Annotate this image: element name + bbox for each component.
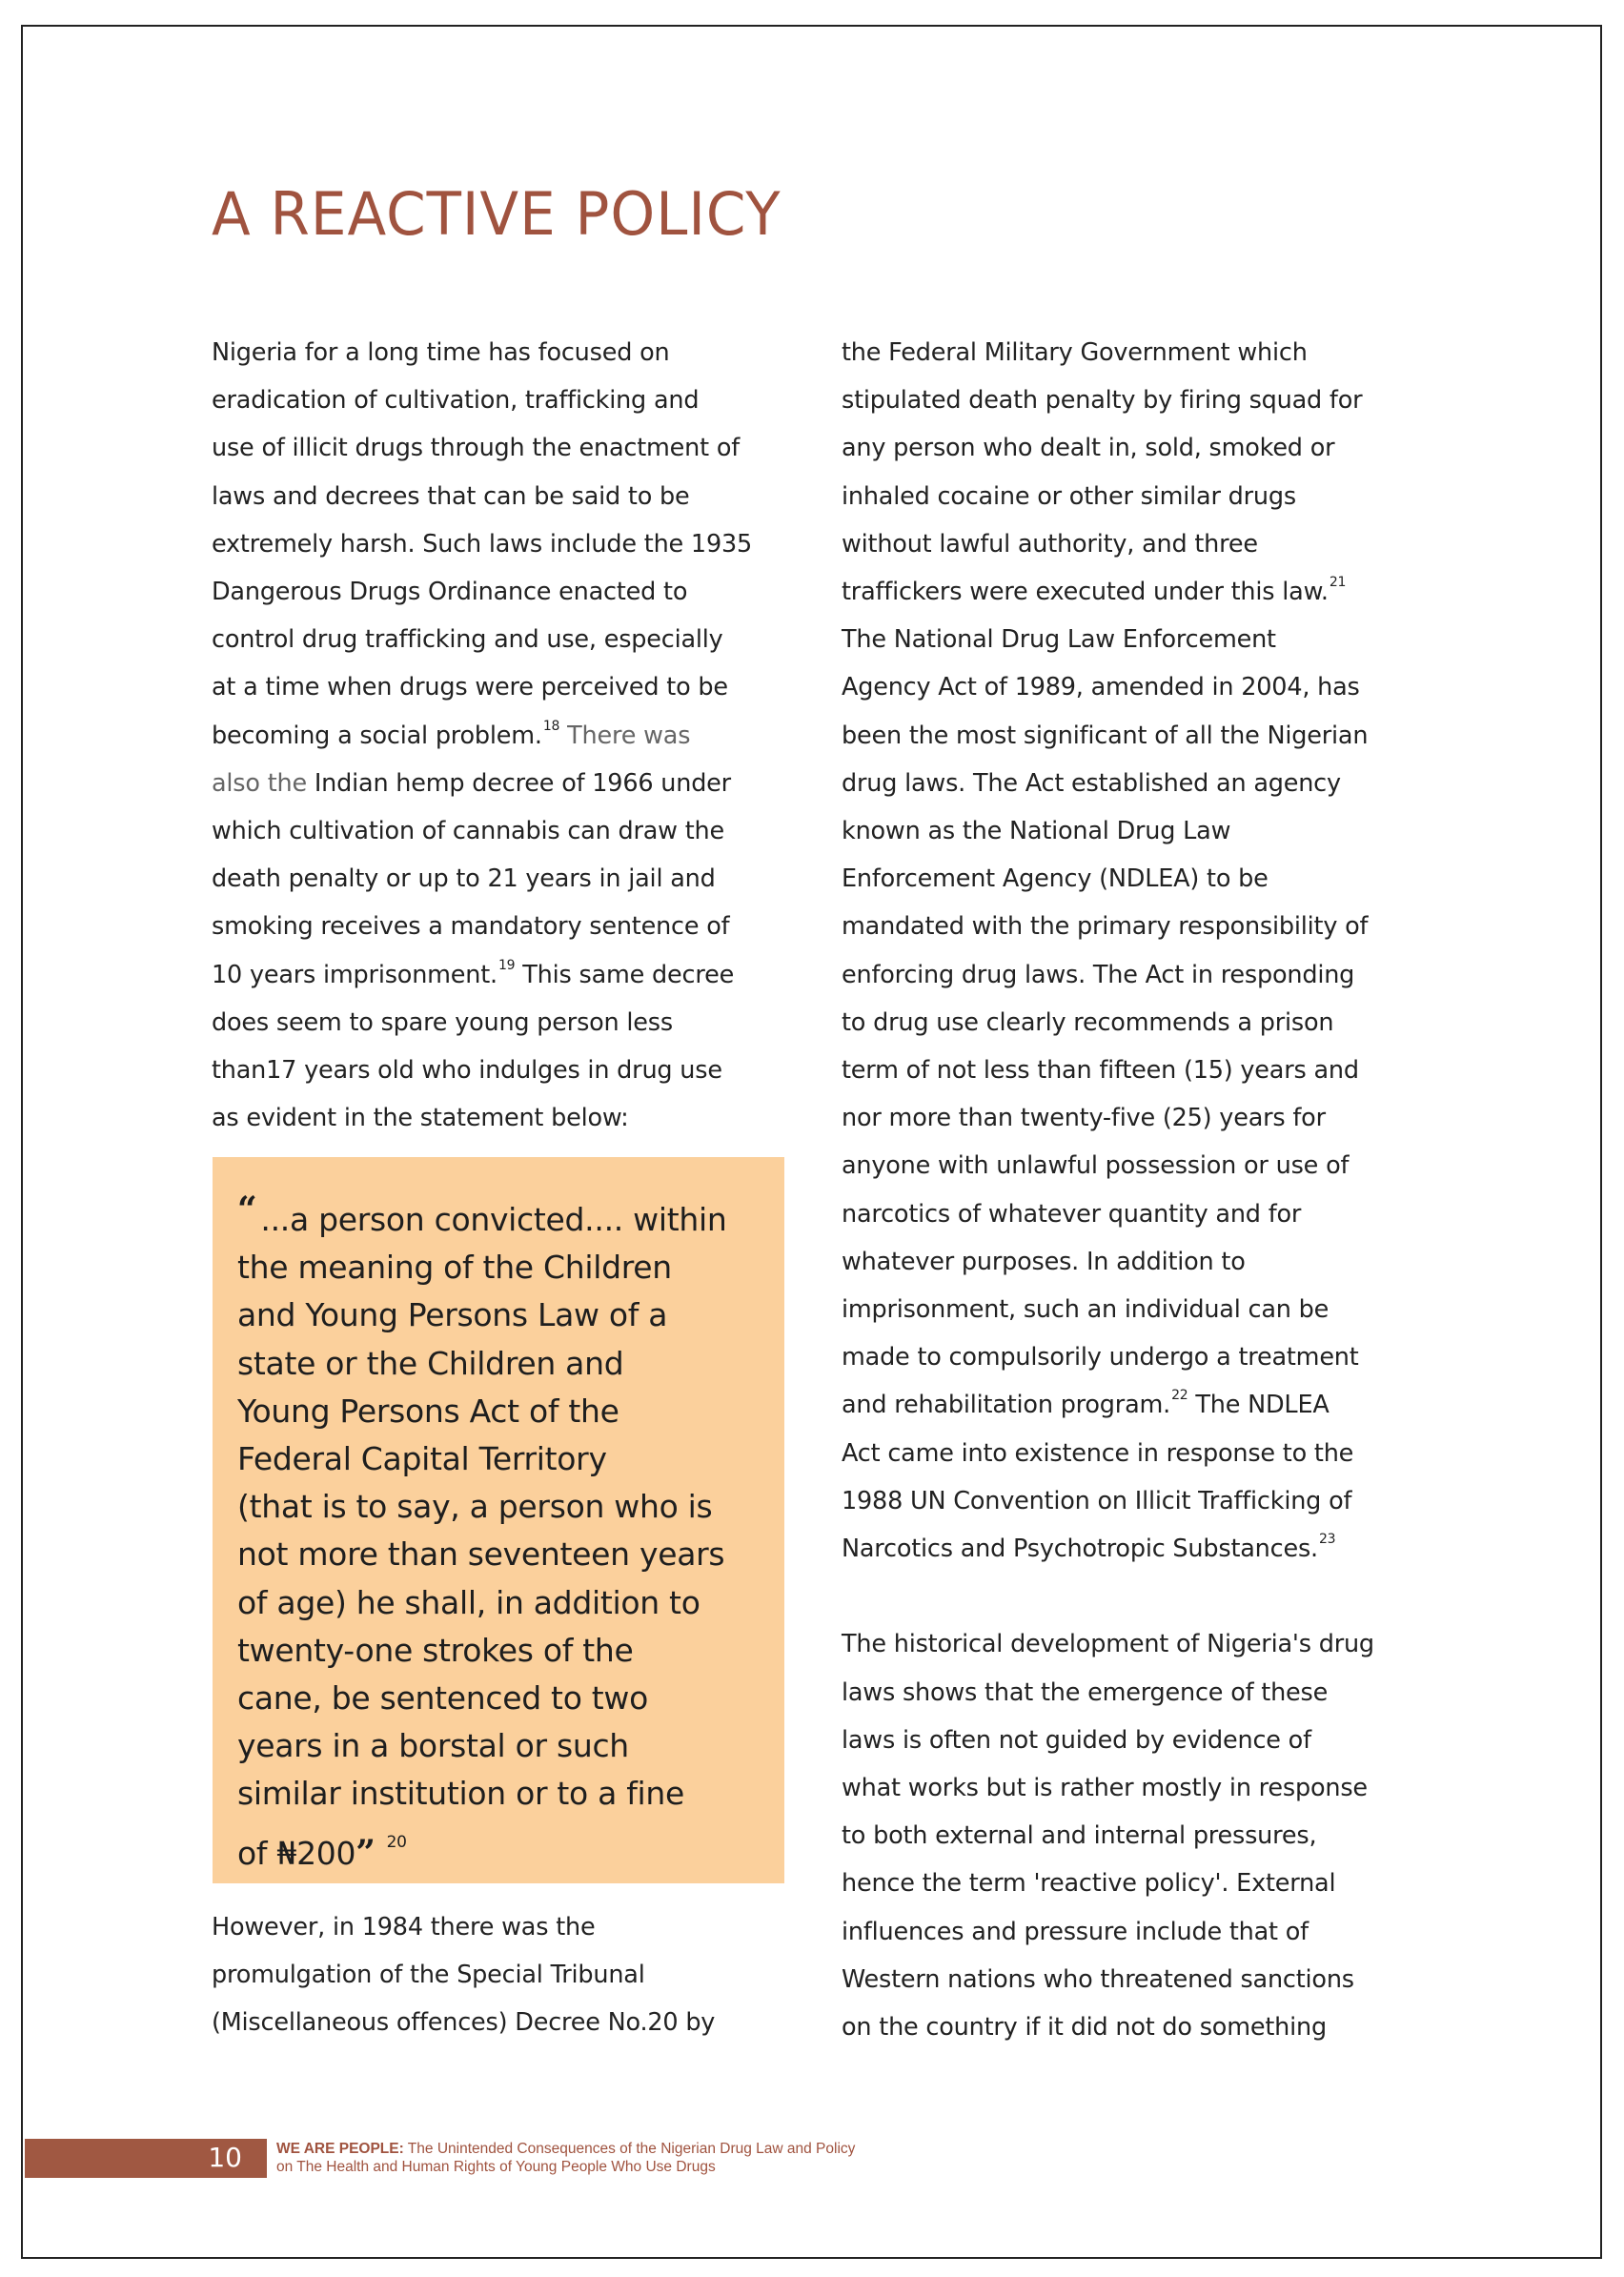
quote-line: state or the Children and bbox=[237, 1344, 624, 1382]
text-line: inhaled cocaine or other similar drugs bbox=[842, 481, 1296, 511]
text-line: smoking receives a mandatory sentence of bbox=[212, 912, 730, 942]
text-line: also the Indian hemp decree of 1966 under bbox=[212, 768, 731, 798]
footnote-ref: 22 bbox=[1171, 1388, 1188, 1404]
text-line: narcotics of whatever quantity and for bbox=[842, 1199, 1302, 1229]
quote-line: not more than seventeen years bbox=[237, 1535, 725, 1574]
text-line: influences and pressure include that of bbox=[842, 1917, 1309, 1946]
text-line: does seem to spare young person less bbox=[212, 1007, 673, 1037]
text-line: extremely harsh. Such laws include the 1935 bbox=[212, 529, 753, 559]
footer-bar bbox=[25, 2139, 267, 2178]
text-line: 1988 UN Convention on Illicit Trafficking of bbox=[842, 1486, 1352, 1515]
quote-line: “ ...a person convicted.... within bbox=[237, 1189, 727, 1238]
footnote-ref: 18 bbox=[542, 718, 560, 734]
text-line: death penalty or up to 21 years in jail and bbox=[212, 864, 716, 894]
text-line: (Miscellaneous offences) Decree No.20 by bbox=[212, 2008, 716, 2038]
text-line: Dangerous Drugs Ordinance enacted to bbox=[212, 578, 688, 607]
text-line: been the most significant of all the Nigerian bbox=[842, 721, 1369, 750]
text-line: 10 years imprisonment.$^{19}$ This same decree bbox=[212, 957, 735, 989]
text-line: and rehabilitation program.$^{22}$ The NDLEA bbox=[842, 1388, 1330, 1420]
footnote-ref: 20 bbox=[386, 1832, 407, 1852]
quote-line: of ₦200” $^{20}$ bbox=[237, 1832, 407, 1873]
text-line: Nigeria for a long time has focused on bbox=[212, 338, 670, 367]
page-number: 10 bbox=[208, 2142, 242, 2173]
text-line: Enforcement Agency (NDLEA) to be bbox=[842, 864, 1269, 894]
text-line: drug laws. The Act established an agency bbox=[842, 768, 1341, 798]
text-line: to both external and internal pressures, bbox=[842, 1821, 1317, 1851]
text-line: the Federal Military Government which bbox=[842, 338, 1308, 367]
quote-line: Young Persons Act of the bbox=[237, 1392, 619, 1430]
footer-line-2: on The Health and Human Rights of Young People Who Use Drugs bbox=[276, 2159, 716, 2175]
quote-line: similar institution or to a fine bbox=[237, 1775, 685, 1813]
footnote-ref: 21 bbox=[1329, 575, 1347, 591]
quote-line: twenty-one strokes of the bbox=[237, 1631, 634, 1669]
text-line: which cultivation of cannabis can draw the bbox=[212, 817, 724, 846]
text-line: control drug trafficking and use, especially bbox=[212, 625, 723, 655]
text-line: whatever purposes. In addition to bbox=[842, 1247, 1246, 1276]
text-line: The National Drug Law Enforcement bbox=[842, 625, 1276, 655]
quote-line: of age) he shall, in addition to bbox=[237, 1583, 700, 1621]
text-line: laws shows that the emergence of these bbox=[842, 1677, 1329, 1707]
text-line: imprisonment, such an individual can be bbox=[842, 1295, 1330, 1325]
left-column-continued bbox=[212, 1903, 802, 2047]
text-line: than17 years old who indulges in drug use bbox=[212, 1056, 722, 1086]
text-line: Narcotics and Psychotropic Substances.$^{23}$ bbox=[842, 1532, 1336, 1564]
left-column bbox=[212, 329, 802, 1142]
text-line: laws is often not guided by evidence of bbox=[842, 1725, 1311, 1755]
right-column bbox=[842, 329, 1432, 2051]
text-line: anyone with unlawful possession or use of bbox=[842, 1151, 1350, 1181]
footer-line-1: WE ARE PEOPLE: The Unintended Consequences of the Nigerian Drug Law and Policy bbox=[276, 2141, 856, 2157]
text-line: known as the National Drug Law bbox=[842, 817, 1231, 846]
text-line: enforcing drug laws. The Act in responding bbox=[842, 960, 1355, 989]
footnote-ref: 19 bbox=[497, 957, 516, 973]
text-line: laws and decrees that can be said to be bbox=[212, 481, 690, 511]
text-line: as evident in the statement below: bbox=[212, 1104, 629, 1133]
text-line: The historical development of Nigeria's drug bbox=[842, 1630, 1374, 1659]
paragraph-gap bbox=[842, 1573, 1432, 1620]
text-line: eradication of cultivation, trafficking and bbox=[212, 386, 700, 416]
quote-box bbox=[213, 1157, 784, 1883]
quote-line: years in a borstal or such bbox=[237, 1727, 629, 1765]
text-line: use of illicit drugs through the enactment of bbox=[212, 434, 741, 463]
text-line: without lawful authority, and three bbox=[842, 529, 1258, 559]
footer-running-title bbox=[276, 2140, 855, 2176]
footnote-ref: 23 bbox=[1318, 1532, 1336, 1548]
quote-line: Federal Capital Territory bbox=[237, 1440, 607, 1478]
text-line: what works but is rather mostly in response bbox=[842, 1774, 1368, 1803]
quote-line: (that is to say, a person who is bbox=[237, 1488, 713, 1526]
text-line: Agency Act of 1989, amended in 2004, has bbox=[842, 673, 1360, 702]
text-line: becoming a social problem.$^{18}$ There was bbox=[212, 718, 691, 750]
text-line: stipulated death penalty by firing squad for bbox=[842, 386, 1363, 416]
text-line: traffickers were executed under this law.$^{21}$ bbox=[842, 575, 1347, 607]
text-line: Act came into existence in response to the bbox=[842, 1438, 1354, 1468]
open-quote-icon: “ bbox=[237, 1189, 257, 1230]
text-line: promulgation of the Special Tribunal bbox=[212, 1961, 645, 1990]
quote-line: cane, be sentenced to two bbox=[237, 1679, 648, 1718]
text-line: nor more than twenty-five (25) years for bbox=[842, 1104, 1326, 1133]
text-line: hence the term 'reactive policy'. External bbox=[842, 1869, 1336, 1899]
text-line: term of not less than fifteen (15) years and bbox=[842, 1056, 1359, 1086]
text-line: to drug use clearly recommends a prison bbox=[842, 1007, 1334, 1037]
text-line: However, in 1984 there was the bbox=[212, 1913, 596, 1942]
quote-line: and Young Persons Law of a bbox=[237, 1296, 668, 1334]
quote-text bbox=[237, 1186, 771, 1878]
text-line: at a time when drugs were perceived to be bbox=[212, 673, 728, 702]
page-title: A REACTIVE POLICY bbox=[212, 179, 782, 249]
text-line: on the country if it did not do something bbox=[842, 2013, 1327, 2043]
text-line: mandated with the primary responsibility of bbox=[842, 912, 1369, 942]
text-line: any person who dealt in, sold, smoked or bbox=[842, 434, 1335, 463]
text-line: made to compulsorily undergo a treatment bbox=[842, 1343, 1359, 1372]
close-quote-icon: ” bbox=[355, 1832, 376, 1873]
quote-line: the meaning of the Children bbox=[237, 1249, 672, 1287]
text-line: Western nations who threatened sanctions bbox=[842, 1964, 1354, 1994]
